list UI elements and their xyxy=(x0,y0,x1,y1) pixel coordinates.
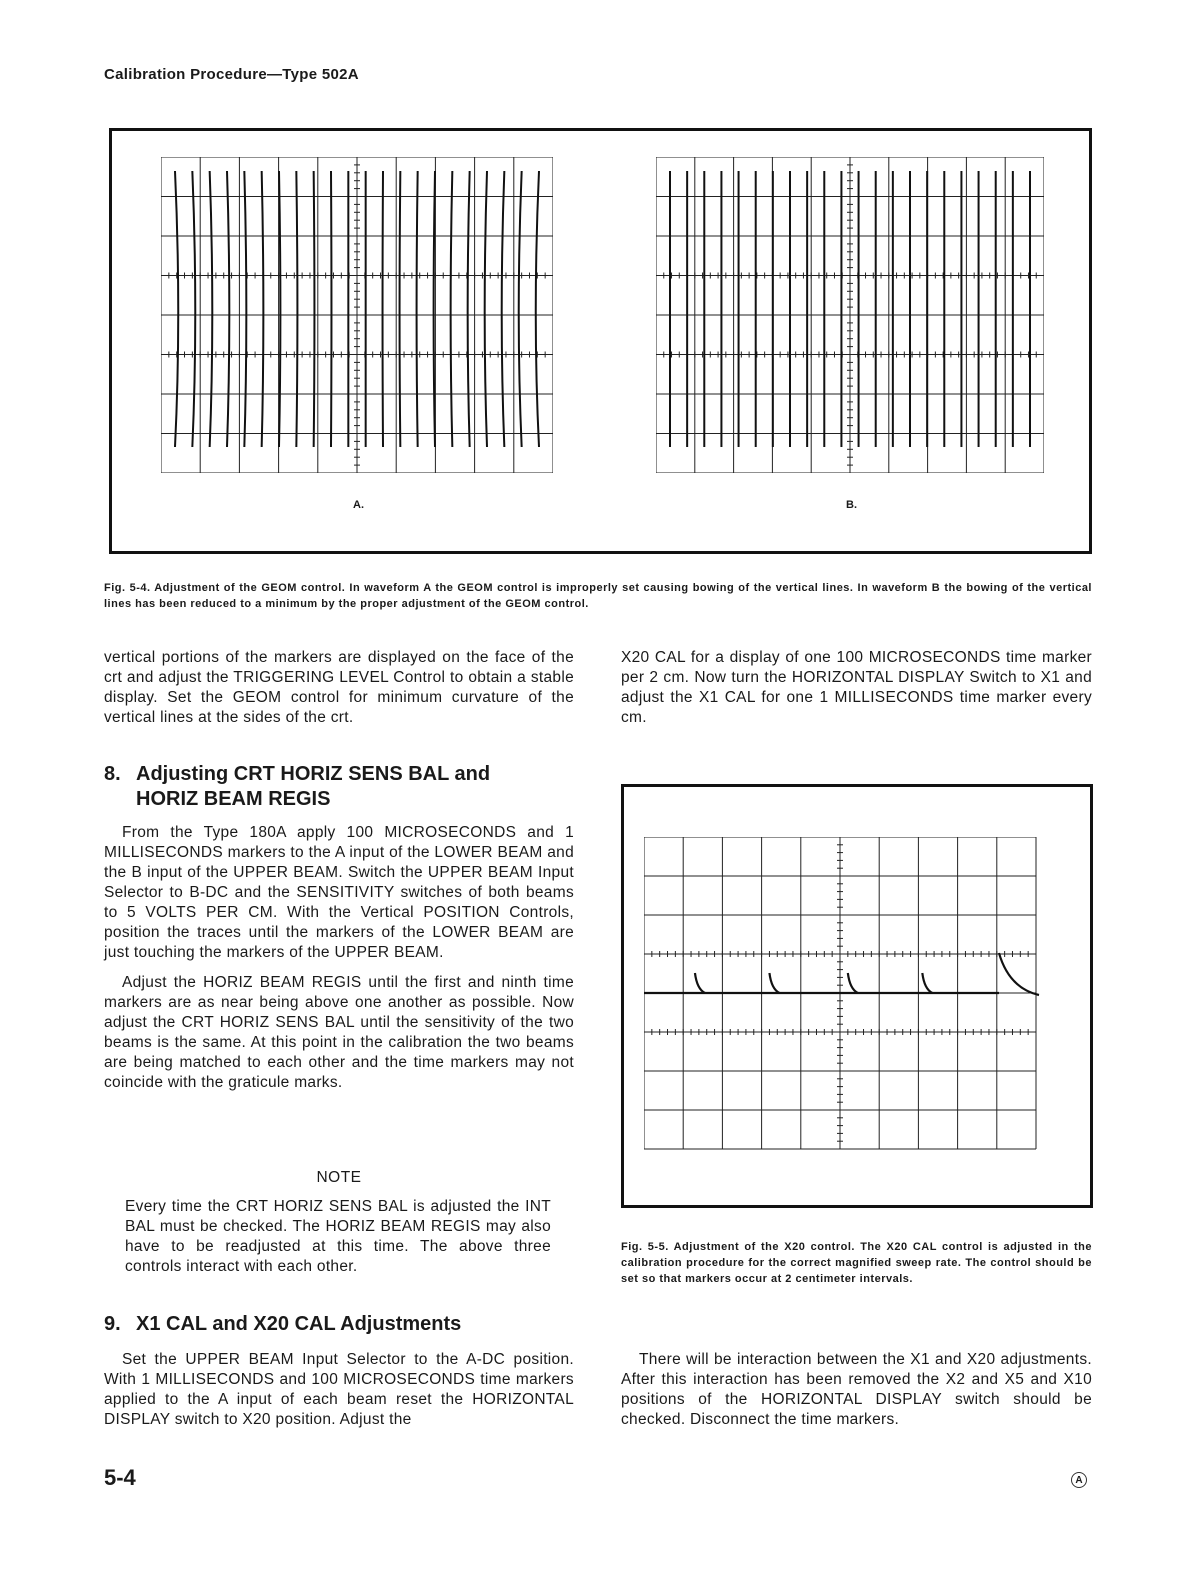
waveform-b-label: B. xyxy=(846,499,857,511)
marker-trace xyxy=(502,171,505,447)
time-marker xyxy=(848,973,858,993)
marker-trace xyxy=(244,171,246,447)
time-marker xyxy=(769,973,779,993)
time-marker xyxy=(695,973,705,993)
marker-trace xyxy=(279,171,280,447)
marker-trace xyxy=(262,171,264,447)
left-continued-paragraph: vertical portions of the markers are displayed on the face of the crt and adjust the TRIGGERING LEVEL Control to obtain a stable display. Set the GEOM control for minimum curvature of the vertical lines at the sides of the crt. xyxy=(104,649,574,726)
time-marker xyxy=(999,953,1039,995)
figure-5-5 xyxy=(621,784,1093,1208)
waveform-a-label: A. xyxy=(353,499,364,511)
marker-trace xyxy=(485,171,487,447)
page-number: 5-4 xyxy=(104,1465,136,1490)
marker-trace xyxy=(314,171,315,447)
marker-trace xyxy=(227,171,229,447)
note-body: Every time the CRT HORIZ SENS BAL is adjusted the INT BAL must be checked. The HORIZ BEAM REGIS may also have to be readjusted at this time. The above three controls interact with each other. xyxy=(125,1198,551,1275)
marker-trace xyxy=(468,171,470,447)
figure-5-4-caption: Fig. 5-4. Adjustment of the GEOM control. In waveform A the GEOM control is improperly set causing bowing of the vertical lines. In waveform B the bowing of the vertical lines has been reduced to a minimum by the proper adjustment of the GEOM control. xyxy=(104,582,1092,610)
marker-trace xyxy=(417,171,418,447)
marker-trace xyxy=(536,171,539,447)
section-8-number: 8. xyxy=(104,763,121,785)
right-top-paragraph: X20 CAL for a display of one 100 MICROSECONDS time marker per 2 cm. Now turn the HORIZONTAL DISPLAY Switch to X1 and adjust the X1 CAL for one 1 MILLISECONDS time marker every cm. xyxy=(621,649,1092,726)
marker-trace xyxy=(192,171,195,447)
waveform-a-graticule xyxy=(161,157,553,473)
revision-mark: A xyxy=(1071,1472,1087,1488)
section-9-body xyxy=(104,1350,574,1440)
marker-trace xyxy=(400,171,401,447)
waveform-b-graticule xyxy=(656,157,1044,473)
note-title: NOTE xyxy=(316,1169,362,1186)
figure-5-5-caption: Fig. 5-5. Adjustment of the X20 control. The X20 CAL control is adjusted in the calibration procedure for the correct magnified sweep rate. The control should be set so that markers occur at 2 centimeter intervals. xyxy=(621,1241,1092,1285)
page-header: Calibration Procedure—Type 502A xyxy=(104,66,359,83)
section-9-number: 9. xyxy=(104,1313,121,1335)
section-8-heading xyxy=(104,762,574,812)
marker-trace xyxy=(434,171,435,447)
section-8-paragraph-1: From the Type 180A apply 100 MICROSECONDS and 1 MILLISECONDS markers to the A input of the LOWER BEAM and the B input of the UPPER BEAM. Switch the UPPER BEAM Input Selector to B-DC and the SENSITIVITY switches of both beams to 5 VOLTS PER CM. With the Vertical POSITION Controls, position the traces until the markers of the LOWER BEAM are just touching the markers of the UPPER BEAM. xyxy=(104,824,574,961)
section-8-paragraph-2: Adjust the HORIZ BEAM REGIS until the first and ninth time markers are as near being above one another as possible. Now adjust the CRT HORIZ SENS BAL until the sensitivity of the two beams is the same. At this point in the calibration the two beams are being matched to each other and the time markers may not coincide with the graticule marks. xyxy=(104,974,574,1091)
x20-waveform-graticule xyxy=(644,837,1076,1157)
marker-trace xyxy=(175,171,178,447)
figure-5-4 xyxy=(109,128,1092,554)
marker-trace xyxy=(451,171,453,447)
marker-trace xyxy=(519,171,522,447)
section-8-title-line2: HORIZ BEAM REGIS xyxy=(136,788,331,810)
section-8-title-line1: Adjusting CRT HORIZ SENS BAL and xyxy=(136,763,491,785)
section-8-body xyxy=(104,823,574,1103)
section-9-heading xyxy=(104,1312,574,1337)
marker-trace xyxy=(210,171,213,447)
time-marker xyxy=(922,973,932,993)
section-9-title: X1 CAL and X20 CAL Adjustments xyxy=(136,1313,462,1335)
section-9-paragraph-1: Set the UPPER BEAM Input Selector to the A-DC position. With 1 MILLISECONDS and 100 MICROSECONDS time markers applied to the A input of each beam reset the HORIZONTAL DISPLAY switch to X20 position. Adjust the xyxy=(104,1351,574,1428)
right-bottom-paragraph: There will be interaction between the X1 and X20 adjustments. After this interaction has been removed the X2 and X5 and X10 positions of the HORIZONTAL DISPLAY switch should be checked. Disconnect the time markers. xyxy=(621,1351,1092,1428)
marker-trace xyxy=(296,171,297,447)
